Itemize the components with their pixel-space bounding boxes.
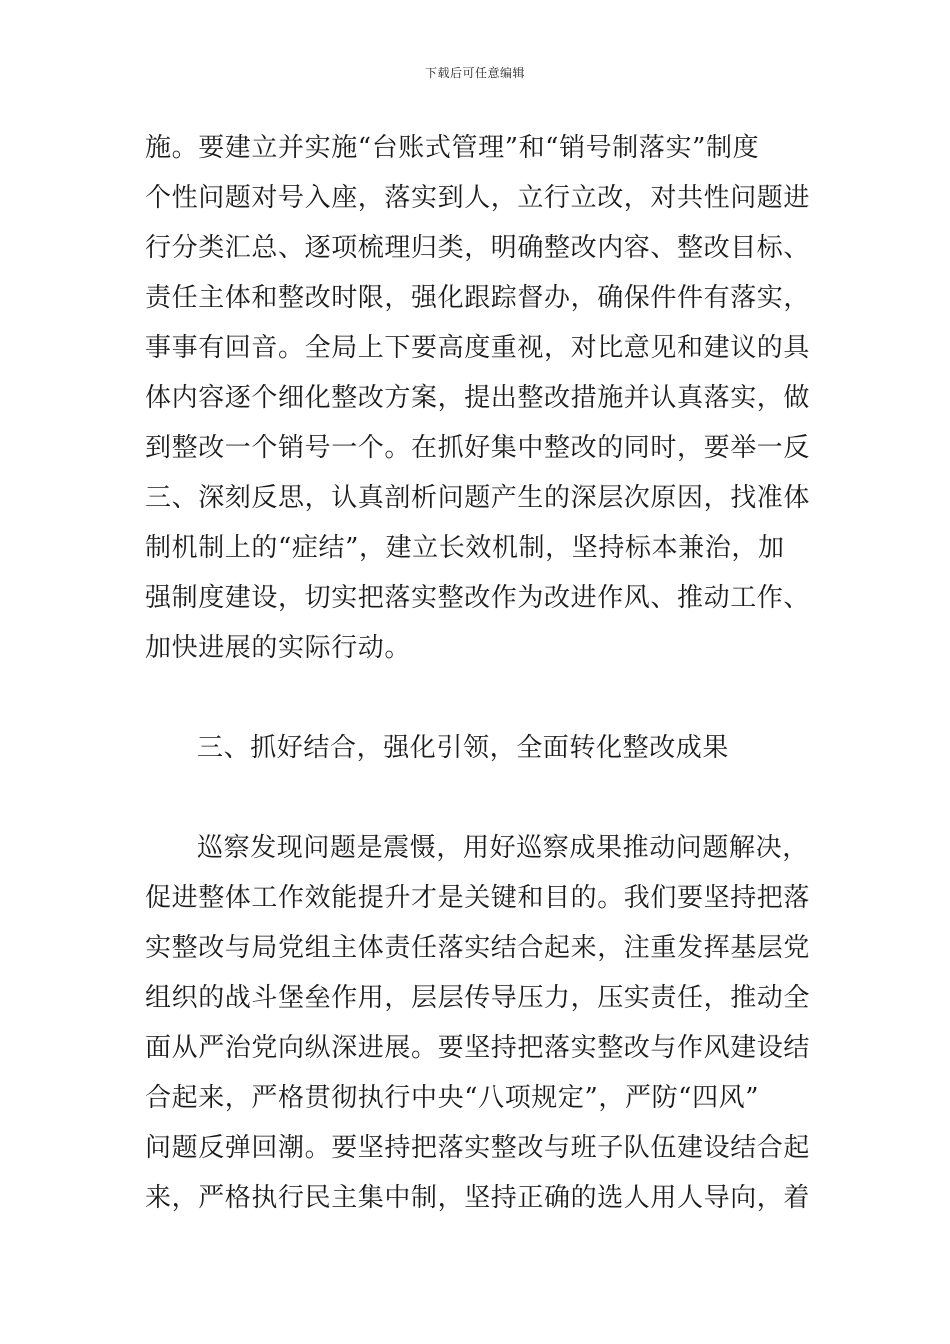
body-line: 个性问题对号入座，落实到人，立行立改，对共性问题进 bbox=[145, 183, 811, 213]
body-line: 促进整体工作效能提升才是关键和目的。我们要坚持把落 bbox=[145, 883, 811, 913]
body-line: 行分类汇总、逐项梳理归类，明确整改内容、整改目标、 bbox=[145, 233, 811, 263]
body-line: 巡察发现问题是震慑，用好巡察成果推动问题解决， bbox=[197, 833, 809, 863]
body-line: 实整改与局党组主体责任落实结合起来，注重发挥基层党 bbox=[145, 933, 811, 963]
body-line: 制机制上的“症结”，建立长效机制，坚持标本兼治，加 bbox=[145, 533, 785, 563]
body-line: 加快进展的实际行动。 bbox=[145, 633, 412, 663]
body-line: 合起来，严格贯彻执行中央“八项规定”，严防“四风” bbox=[145, 1083, 760, 1113]
section-heading: 三、抓好结合，强化引领，全面转化整改成果 bbox=[197, 733, 730, 763]
body-line: 强制度建设，切实把落实整改作为改进作风、推动工作、 bbox=[145, 583, 811, 613]
body-line: 事事有回音。全局上下要高度重视，对比意见和建议的具 bbox=[145, 333, 811, 363]
body-line: 组织的战斗堡垒作用，层层传导压力，压实责任，推动全 bbox=[145, 983, 811, 1013]
body-line: 问题反弹回潮。要坚持把落实整改与班子队伍建设结合起 bbox=[145, 1133, 811, 1163]
body-line: 到整改一个销号一个。在抓好集中整改的同时，要举一反 bbox=[145, 433, 811, 463]
body-line: 体内容逐个细化整改方案，提出整改措施并认真落实，做 bbox=[145, 383, 811, 413]
body-line: 面从严治党向纵深进展。要坚持把落实整改与作风建设结 bbox=[145, 1033, 811, 1063]
page-header: 下载后可任意编辑 bbox=[424, 66, 525, 80]
body-line: 来，严格执行民主集中制，坚持正确的选人用人导向，着 bbox=[145, 1183, 811, 1213]
body-line: 责任主体和整改时限，强化跟踪督办，确保件件有落实， bbox=[145, 283, 811, 313]
body-line: 三、深刻反思，认真剖析问题产生的深层次原因，找准体 bbox=[145, 483, 811, 513]
body-line: 施。要建立并实施“台账式管理”和“销号制落实”制度 bbox=[145, 133, 760, 163]
